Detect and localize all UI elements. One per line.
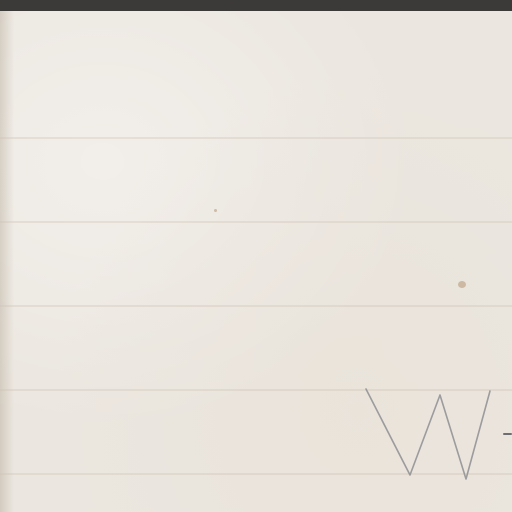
pencil-letter-mark <box>0 11 512 512</box>
top-border <box>0 0 512 11</box>
paper-sheet <box>0 11 512 512</box>
pencil-stroke <box>366 389 490 479</box>
